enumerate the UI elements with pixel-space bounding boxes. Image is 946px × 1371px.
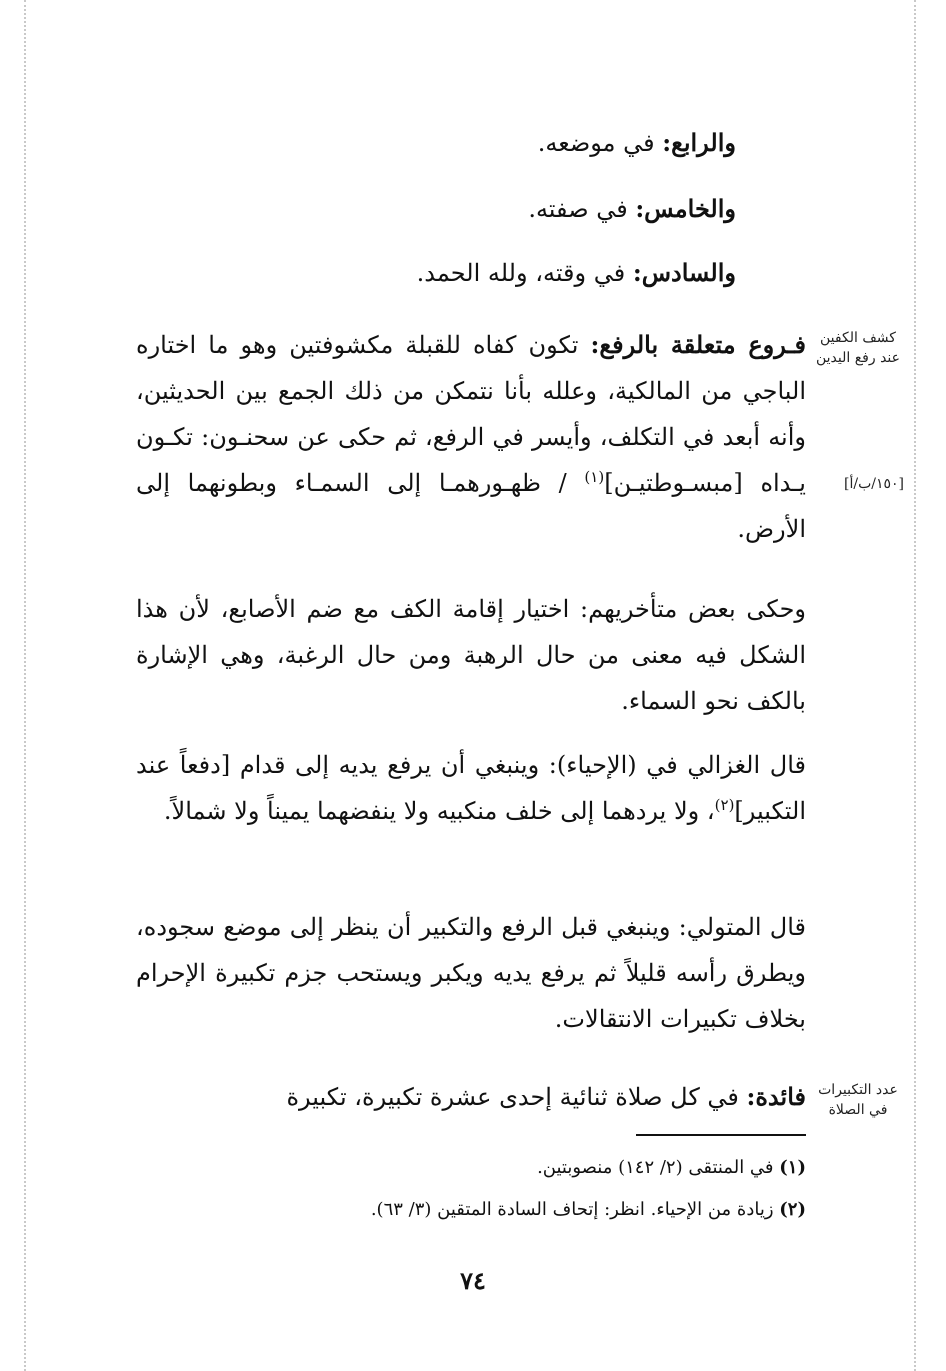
line-fifth	[136, 186, 736, 232]
margin-note-1-line-2: عند رفع اليدين	[815, 350, 900, 366]
paragraph-ghazali	[136, 742, 806, 834]
line-sixth-text: في وقته، ولله الحمد.	[416, 259, 633, 287]
margin-note-takbir-count	[808, 1080, 908, 1120]
paragraph-branches-text-b: / ظهـورهمـا إلى السمـاء وبطونهما إلى الأرض.	[136, 469, 806, 543]
left-margin-dots	[24, 0, 26, 1371]
paragraph-branches-text-a: تكون كفاه للقبلة مكشوفتين وهو ما اختاره الباجي من المالكية، وعلله بأنا نتمكن من ذلك الجمع بين الحديثين، وأنه أبعد في التكلف، وأيسر في الرفع، ثم حكى عن سحنـون: تكـون يـداه [مبسـوطتيـن]	[136, 331, 806, 497]
line-fourth	[136, 120, 736, 166]
line-fifth-label: والخامس:	[635, 194, 736, 223]
margin-note-1-line-1: كشف الكفين	[820, 330, 896, 346]
paragraph-later-scholars	[136, 586, 806, 724]
footnote-ref-1: (١)	[584, 468, 605, 486]
footnote-separator	[636, 1134, 806, 1136]
footnote-2-number: (٢)	[779, 1199, 806, 1220]
footnote-1-number: (١)	[779, 1157, 806, 1178]
right-margin-dots	[914, 0, 916, 1371]
footnote-2-text: زيادة من الإحياء. انظر: إتحاف السادة المتقين (٣/ ٦٣).	[370, 1199, 774, 1220]
paragraph-later-scholars-text: وحكى بعض متأخريهم: اختيار إقامة الكف مع ضم الأصابع، لأن هذا الشكل فيه معنى من حال الرهبة ومن حال الرغبة، وهي الإشارة بالكف نحو السماء.	[136, 595, 806, 715]
paragraph-benefit-text: في كل صلاة ثنائية إحدى عشرة تكبيرة، تكبيرة	[286, 1083, 747, 1111]
paragraph-mutawalli	[136, 904, 806, 1042]
line-sixth-label: والسادس:	[632, 258, 736, 287]
line-fifth-text: في صفته.	[528, 195, 636, 223]
margin-note-uncovering-palms	[808, 328, 908, 368]
page-number: ٧٤	[460, 1266, 486, 1295]
line-fourth-text: في موضعه.	[537, 129, 663, 157]
margin-note-2-line-1: عدد التكبيرات	[818, 1082, 898, 1098]
paragraph-benefit	[136, 1074, 806, 1120]
footnote-1-text: في المنتقى (٢/ ١٤٢) منصوبتين.	[537, 1157, 774, 1178]
footnote-2	[200, 1196, 806, 1224]
manuscript-folio-marker: [١٥٠/ب/أ]	[844, 476, 904, 492]
footnote-1	[200, 1154, 806, 1182]
paragraph-mutawalli-text: قال المتولي: وينبغي قبل الرفع والتكبير أن ينظر إلى موضع سجوده، ويطرق رأسه قليلاً ثم يرفع يديه ويكبر ويستحب جزم تكبيرة الإحرام بخلاف تكبيرات الانتقالات.	[136, 913, 806, 1033]
benefit-heading: فائدة:	[746, 1082, 806, 1111]
line-sixth	[136, 250, 736, 296]
footnote-ref-2: (٢)	[714, 796, 735, 814]
paragraph-ghazali-text-a: قال الغزالي في (الإحياء): وينبغي أن يرفع يديه إلى قدام [دفعاً عند التكبير]	[136, 751, 806, 825]
paragraph-ghazali-text-b: ، ولا يردهما إلى خلف منكبيه ولا ينفضهما يميناً ولا شمالاً.	[163, 797, 715, 825]
paragraph-branches	[136, 322, 806, 552]
margin-note-2-line-2: في الصلاة	[828, 1102, 888, 1118]
line-fourth-label: والرابع:	[662, 128, 736, 157]
branches-heading: فـروع متعلقة بالرفع:	[590, 330, 806, 359]
